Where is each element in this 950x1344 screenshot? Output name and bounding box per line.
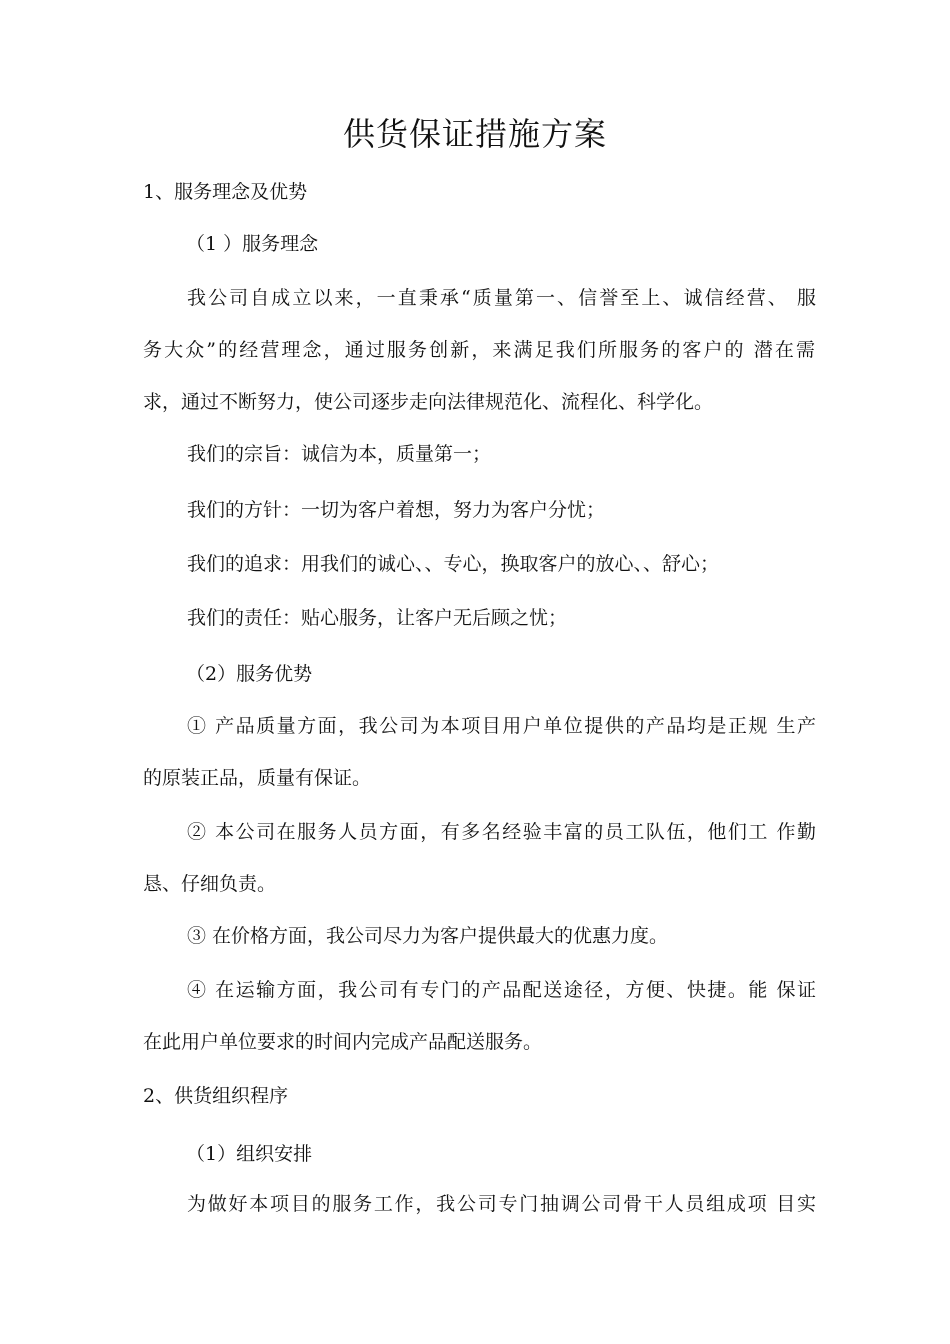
section-2-heading: 2、供货组织程序 bbox=[143, 1085, 289, 1107]
advantage-item-2-line: 恳、仔细负责。 bbox=[143, 873, 277, 895]
subsection-1-2-heading: （2）服务优势 bbox=[186, 663, 313, 685]
document-title: 供货保证措施方案 bbox=[342, 115, 607, 153]
statement-responsibility: 我们的责任：贴心服务，让客户无后顾之忧； bbox=[187, 607, 568, 629]
statement-policy: 我们的方针：一切为客户着想，努力为客户分忧； bbox=[187, 499, 606, 521]
advantage-item-4-line: 在此用户单位要求的时间内完成产品配送服务。 bbox=[143, 1031, 543, 1053]
subsection-2-1-heading: （1）组织安排 bbox=[186, 1143, 313, 1165]
statement-purpose: 我们的宗旨：诚信为本，质量第一； bbox=[187, 443, 492, 465]
section-1-heading: 1、服务理念及优势 bbox=[143, 181, 308, 203]
subsection-1-1-heading: （1 ）服务理念 bbox=[186, 233, 319, 255]
paragraph-line: 我公司自成立以来，一直秉承“质量第一、信誉至上、诚信经营、 服 bbox=[187, 287, 816, 309]
advantage-item-3-line: ③ 在价格方面，我公司尽力为客户提供最大的优惠力度。 bbox=[187, 925, 669, 947]
advantage-item-4-line: ④ 在运输方面，我公司有专门的产品配送途径，方便、快捷。能 保证 bbox=[187, 979, 816, 1001]
advantage-item-1-line: ① 产品质量方面，我公司为本项目用户单位提供的产品均是正规 生产 bbox=[187, 715, 816, 737]
advantage-item-2-line: ② 本公司在服务人员方面，有多名经验丰富的员工队伍，他们工 作勤 bbox=[187, 821, 816, 843]
paragraph-line: 务大众”的经营理念，通过服务创新，来满足我们所服务的客户的 潜在需 bbox=[143, 339, 815, 361]
paragraph-line: 求，通过不断努力，使公司逐步走向法律规范化、流程化、科学化。 bbox=[143, 391, 714, 413]
paragraph-line: 为做好本项目的服务工作，我公司专门抽调公司骨干人员组成项 目实 bbox=[187, 1193, 816, 1215]
statement-pursuit: 我们的追求：用我们的诚心、、专心，换取客户的放心、、舒心； bbox=[187, 553, 720, 575]
advantage-item-1-line: 的原装正品，质量有保证。 bbox=[143, 767, 372, 789]
